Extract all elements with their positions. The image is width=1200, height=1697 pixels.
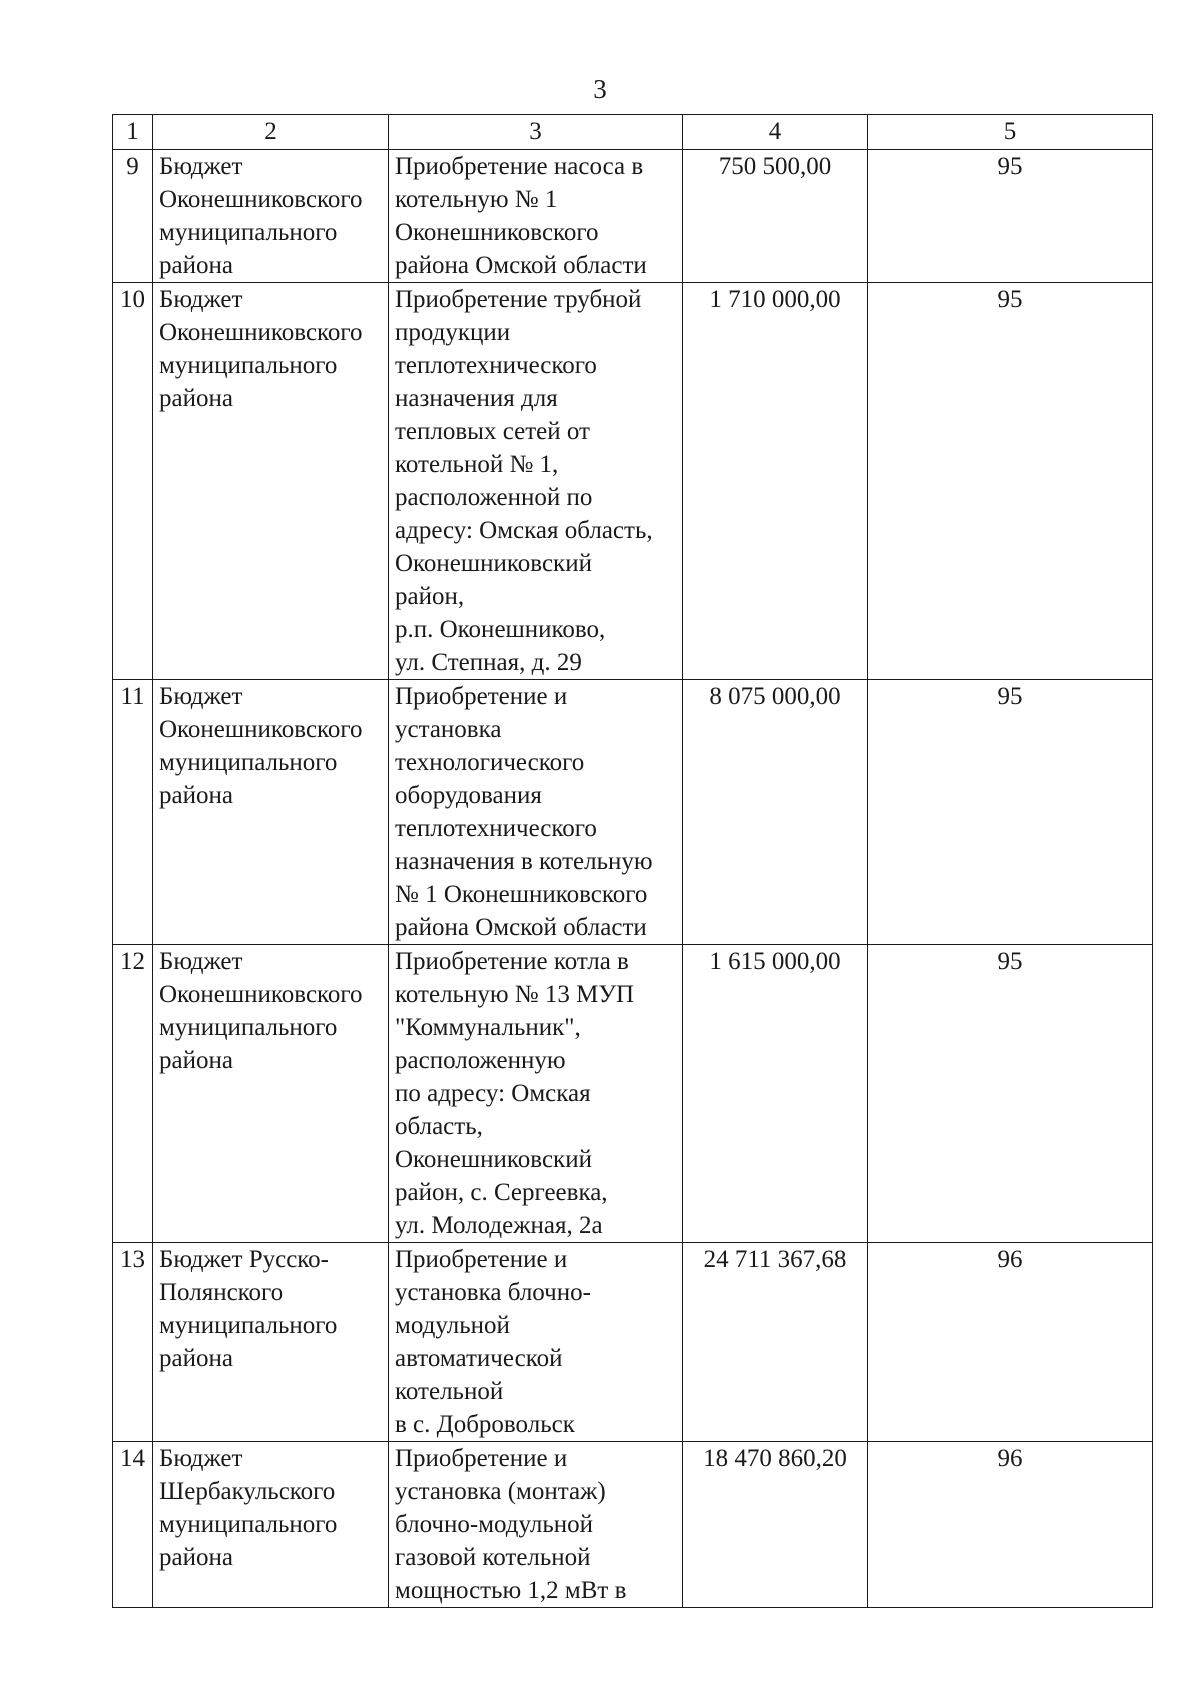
amount-cell: 1 615 000,00 xyxy=(683,945,868,1243)
purpose-text-line: котельную № 13 МУП xyxy=(395,981,635,1008)
table-body xyxy=(113,150,1153,1608)
budget-text-line: муниципального xyxy=(159,1511,338,1538)
purpose-text-line: ул. Степная, д. 29 xyxy=(395,649,582,676)
row-number: 9 xyxy=(113,150,153,283)
header-cell: 5 xyxy=(868,115,1153,150)
purpose-text-line: Приобретение и xyxy=(395,1445,568,1472)
purpose-text-line: Оконешниковского xyxy=(395,219,599,246)
purpose-text-line: район, xyxy=(395,583,465,610)
purpose-cell xyxy=(389,150,683,283)
budget-text-line: Бюджет xyxy=(159,286,243,313)
budget-cell xyxy=(153,150,389,283)
budget-text-line: района xyxy=(159,385,233,412)
purpose-text-line: котельной xyxy=(395,1378,504,1405)
budget-text-line: Полянского xyxy=(159,1279,284,1306)
budget-text-line: Бюджет xyxy=(159,153,243,180)
budget-text-line: Оконешниковского xyxy=(159,319,363,346)
budget-cell xyxy=(153,680,389,945)
budget-text-line: Оконешниковского xyxy=(159,716,363,743)
budget-cell xyxy=(153,945,389,1243)
purpose-text-line: в с. Добровольск xyxy=(395,1411,575,1438)
purpose-text-line: Оконешниковский xyxy=(395,550,592,577)
purpose-text-line: назначения для xyxy=(395,385,558,412)
purpose-text-line: оборудования xyxy=(395,782,542,809)
purpose-text-line: района Омской области xyxy=(395,252,647,279)
purpose-text-line: № 1 Оконешниковского xyxy=(395,881,648,908)
budget-text-line: района xyxy=(159,1047,233,1074)
purpose-text-line: установка блочно- xyxy=(395,1279,591,1306)
amount-cell: 1 710 000,00 xyxy=(683,283,868,680)
budget-text-line: района xyxy=(159,1345,233,1372)
table-row xyxy=(113,1442,1153,1608)
purpose-text-line: расположенную xyxy=(395,1047,566,1074)
purpose-text-line: продукции xyxy=(395,319,511,346)
percent-cell: 96 xyxy=(868,1243,1153,1442)
row-number: 13 xyxy=(113,1243,153,1442)
purpose-text-line: технологического xyxy=(395,749,585,776)
budget-text-line: муниципального xyxy=(159,1014,338,1041)
purpose-text-line: Приобретение и xyxy=(395,683,568,710)
percent-cell: 96 xyxy=(868,1442,1153,1608)
budget-cell xyxy=(153,283,389,680)
table-row xyxy=(113,945,1153,1243)
budget-text-line: Шербакульского xyxy=(159,1478,336,1505)
purpose-text-line: Приобретение трубной xyxy=(395,286,642,313)
table-row xyxy=(113,150,1153,283)
purpose-cell xyxy=(389,1243,683,1442)
budget-text-line: муниципального xyxy=(159,1312,338,1339)
purpose-text-line: теплотехнического xyxy=(395,815,597,842)
budget-text-line: Бюджет xyxy=(159,683,243,710)
header-cell: 1 xyxy=(113,115,153,150)
purpose-text-line: расположенной по xyxy=(395,484,593,511)
purpose-text-line: теплотехнического xyxy=(395,352,597,379)
budget-text-line: Бюджет Русско- xyxy=(159,1246,329,1273)
purpose-text-line: Приобретение и xyxy=(395,1246,568,1273)
amount-cell: 8 075 000,00 xyxy=(683,680,868,945)
purpose-cell xyxy=(389,945,683,1243)
purpose-cell xyxy=(389,283,683,680)
purpose-text-line: района Омской области xyxy=(395,914,647,941)
budget-text-line: Бюджет xyxy=(159,1445,243,1472)
purpose-text-line: Приобретение насоса в xyxy=(395,153,644,180)
table-row xyxy=(113,283,1153,680)
budget-text-line: муниципального xyxy=(159,219,338,246)
amount-cell: 750 500,00 xyxy=(683,150,868,283)
amount-cell: 24 711 367,68 xyxy=(683,1243,868,1442)
purpose-text-line: "Коммунальник", xyxy=(395,1014,581,1041)
percent-cell: 95 xyxy=(868,150,1153,283)
budget-text-line: муниципального xyxy=(159,749,338,776)
purpose-text-line: область, xyxy=(395,1113,483,1140)
percent-cell: 95 xyxy=(868,945,1153,1243)
row-number: 10 xyxy=(113,283,153,680)
purpose-text-line: ул. Молодежная, 2а xyxy=(395,1212,603,1239)
percent-cell: 95 xyxy=(868,283,1153,680)
purpose-text-line: р.п. Оконешниково, xyxy=(395,616,606,643)
header-cell: 2 xyxy=(153,115,389,150)
budget-cell xyxy=(153,1442,389,1608)
row-number: 11 xyxy=(113,680,153,945)
amount-cell: 18 470 860,20 xyxy=(683,1442,868,1608)
purpose-text-line: установка (монтаж) xyxy=(395,1478,606,1505)
purpose-text-line: модульной xyxy=(395,1312,510,1339)
row-number: 14 xyxy=(113,1442,153,1608)
purpose-text-line: блочно-модульной xyxy=(395,1511,594,1538)
purpose-text-line: район, с. Сергеевка, xyxy=(395,1179,608,1206)
budget-text-line: района xyxy=(159,1544,233,1571)
percent-cell: 95 xyxy=(868,680,1153,945)
budget-text-line: района xyxy=(159,252,233,279)
header-cell: 4 xyxy=(683,115,868,150)
budget-text-line: района xyxy=(159,782,233,809)
budget-table xyxy=(112,114,1153,1608)
purpose-text-line: автоматической xyxy=(395,1345,563,1372)
row-number: 12 xyxy=(113,945,153,1243)
table-row xyxy=(113,680,1153,945)
purpose-text-line: мощностью 1,2 мВт в xyxy=(395,1577,627,1604)
budget-text-line: Оконешниковского xyxy=(159,186,363,213)
purpose-text-line: котельной № 1, xyxy=(395,451,559,478)
purpose-text-line: Оконешниковский xyxy=(395,1146,592,1173)
budget-text-line: муниципального xyxy=(159,352,338,379)
purpose-text-line: установка xyxy=(395,716,502,743)
purpose-text-line: котельную № 1 xyxy=(395,186,558,213)
table-row xyxy=(113,1243,1153,1442)
purpose-text-line: тепловых сетей от xyxy=(395,418,590,445)
header-cell: 3 xyxy=(389,115,683,150)
purpose-cell xyxy=(389,1442,683,1608)
purpose-cell xyxy=(389,680,683,945)
header-row xyxy=(113,115,1153,150)
budget-text-line: Оконешниковского xyxy=(159,981,363,1008)
budget-text-line: Бюджет xyxy=(159,948,243,975)
purpose-text-line: газовой котельной xyxy=(395,1544,591,1571)
purpose-text-line: по адресу: Омская xyxy=(395,1080,591,1107)
purpose-text-line: назначения в котельную xyxy=(395,848,653,875)
budget-cell xyxy=(153,1243,389,1442)
purpose-text-line: Приобретение котла в xyxy=(395,948,629,975)
page-number: 3 xyxy=(593,74,607,104)
purpose-text-line: адресу: Омская область, xyxy=(395,517,653,544)
